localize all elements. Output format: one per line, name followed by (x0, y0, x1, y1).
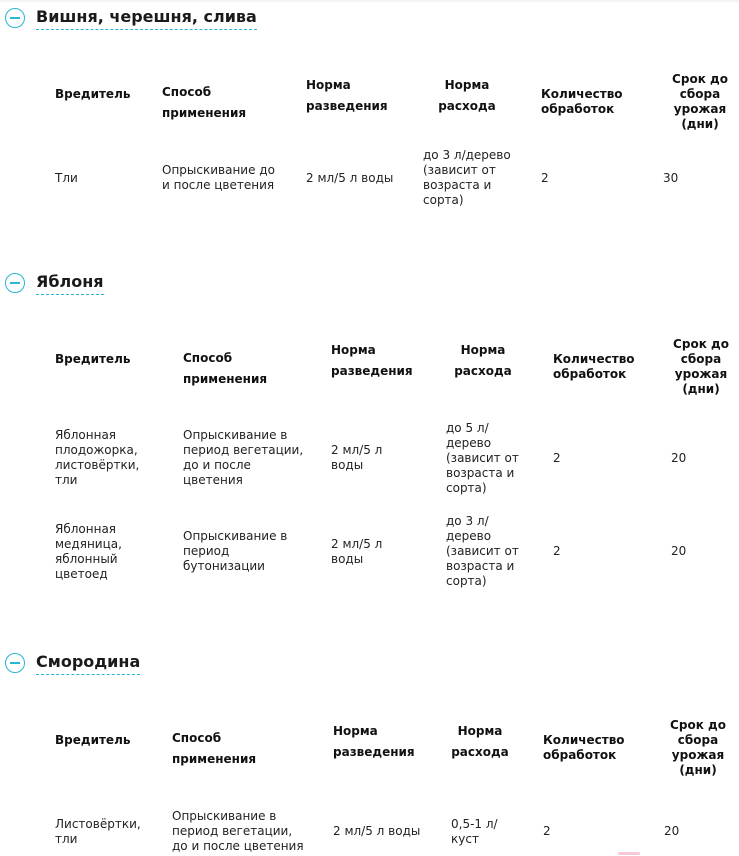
header-count: Количество обработок (541, 87, 623, 116)
header-consumption: Норма расхода (451, 724, 509, 759)
header-term: Срок до сбора урожая (дни) (670, 718, 726, 777)
cell-dilution: 2 мл/5 л воды (333, 824, 421, 838)
header-pest: Вредитель (55, 733, 131, 747)
header-pest: Вредитель (55, 87, 131, 101)
header-count: Количество обработок (543, 733, 625, 762)
cell-term: 20 (671, 451, 687, 465)
header-consumption: Норма расхода (438, 78, 496, 113)
cell-method: Опрыскивание в период вегетации, до и после цветения (183, 428, 304, 487)
cell-pest: Яблонная медяница, яблонный цветоед (55, 522, 122, 581)
header-term: Срок до сбора урожая (дни) (673, 337, 729, 396)
header-method: Способ применения (183, 351, 268, 386)
header-pest: Вредитель (55, 352, 131, 366)
cell-method: Опрыскивание в период вегетации, до и после цветения (172, 809, 304, 853)
header-dilution: Норма разведения (306, 78, 388, 113)
scroll-indicator (618, 852, 640, 855)
cell-dilution: 2 мл/5 л воды (306, 171, 394, 185)
cell-dilution: 2 мл/5 л воды (331, 443, 383, 472)
cell-pest: Листовёртки, тли (55, 817, 141, 846)
section-title[interactable]: Смородина (36, 652, 140, 675)
header-term: Срок до сбора урожая (дни) (672, 72, 728, 131)
header-count: Количество обработок (553, 352, 635, 381)
section-toggle-header[interactable] (5, 5, 257, 31)
header-method: Способ применения (162, 85, 247, 120)
cell-consumption: 0,5-1 л/ куст (451, 817, 498, 846)
cell-method: Опрыскивание до и после цветения (162, 163, 275, 192)
header-dilution: Норма разведения (333, 724, 415, 759)
cell-count: 2 (543, 824, 551, 838)
cell-term: 30 (663, 171, 679, 185)
cell-consumption: до 3 л/дерево (зависит от возраста и сорта) (423, 148, 511, 207)
header-dilution: Норма разведения (331, 343, 413, 378)
cell-term: 20 (664, 824, 680, 838)
minus-circle-icon[interactable] (5, 273, 25, 293)
cell-term: 20 (671, 544, 687, 558)
minus-circle-icon[interactable] (5, 653, 25, 673)
section-toggle-header[interactable] (5, 270, 104, 296)
cell-consumption: до 5 л/ дерево (зависит от возраста и сорта) (446, 421, 519, 495)
cell-dilution: 2 мл/5 л воды (331, 537, 383, 566)
minus-circle-icon[interactable] (5, 8, 25, 28)
cell-pest: Яблонная плодожорка, листовёртки, тли (55, 428, 140, 487)
cell-count: 2 (553, 451, 561, 465)
section-title[interactable]: Вишня, черешня, слива (36, 7, 257, 30)
header-consumption: Норма расхода (454, 343, 512, 378)
section-title[interactable]: Яблоня (36, 272, 104, 295)
cell-method: Опрыскивание в период бутонизации (183, 529, 288, 573)
cell-pest: Тли (55, 171, 78, 185)
section-toggle-header[interactable] (5, 650, 140, 676)
header-method: Способ применения (172, 731, 257, 766)
cell-count: 2 (553, 544, 561, 558)
top-shadow (0, 0, 739, 2)
cell-count: 2 (541, 171, 549, 185)
cell-consumption: до 3 л/ дерево (зависит от возраста и сорта) (446, 514, 519, 588)
